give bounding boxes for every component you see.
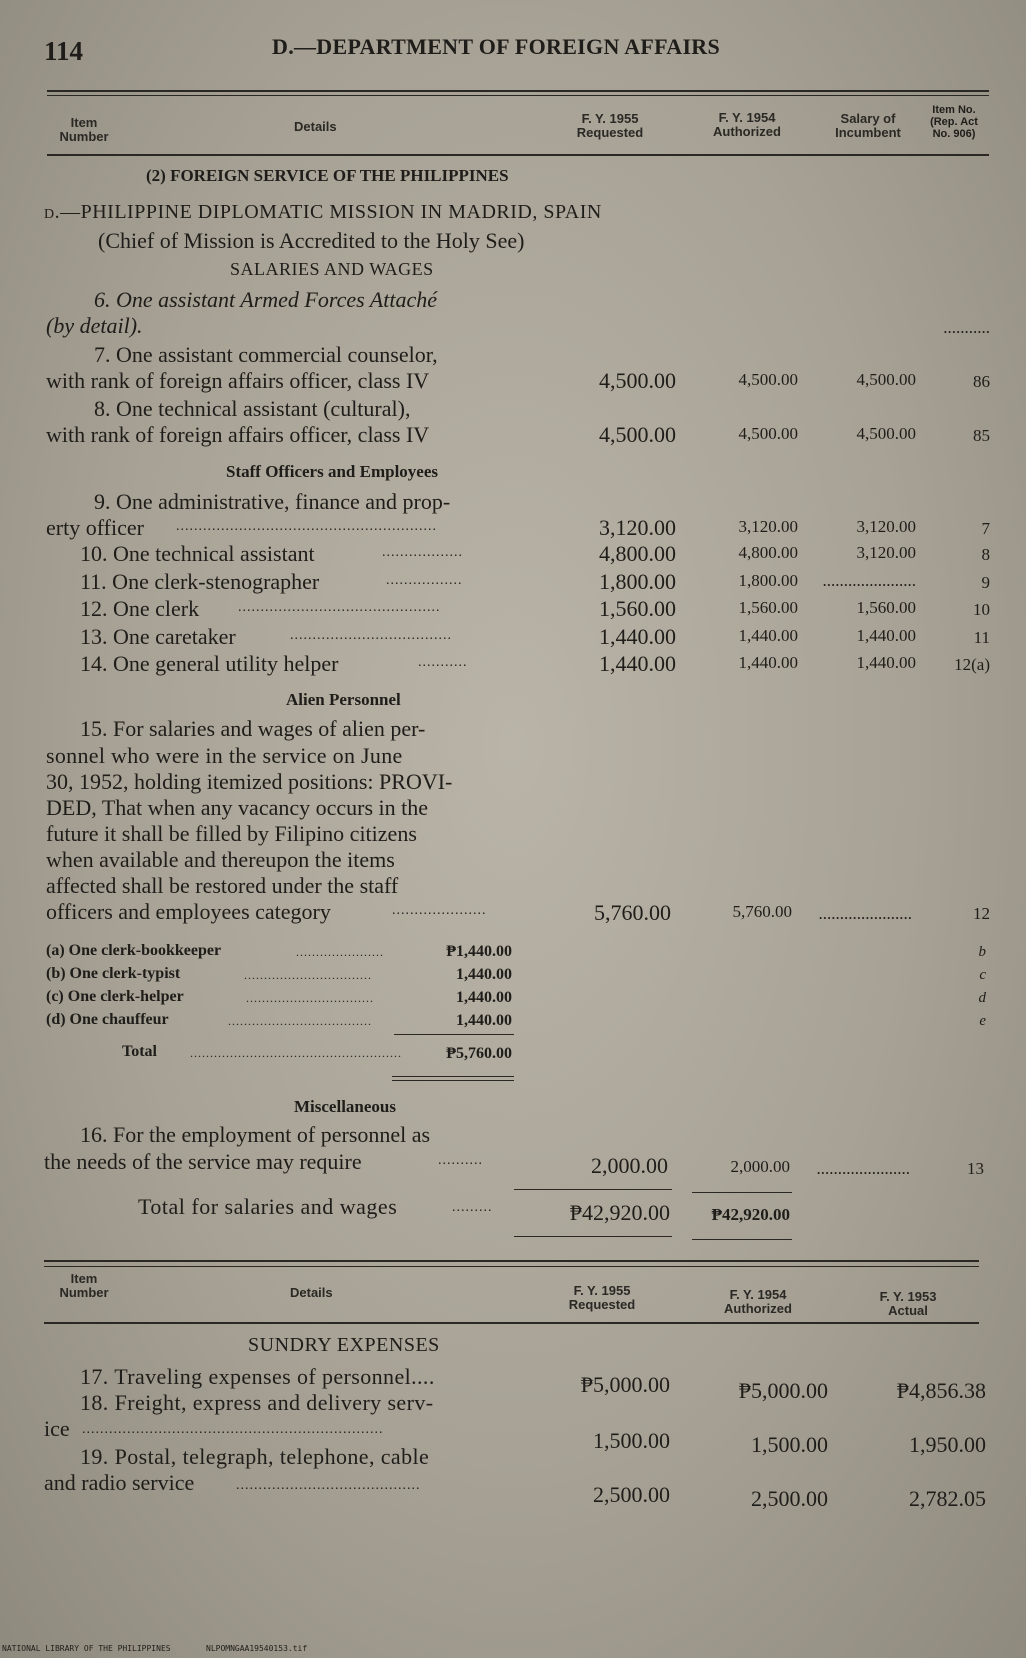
total-rule-top-1 [514, 1189, 672, 1190]
item7-line1: 7. One assistant commercial counselor, [94, 342, 438, 367]
header-item-number: Item Number [59, 115, 109, 144]
item8-salary: 4,500.00 [856, 424, 916, 443]
item15-line3: 30, 1952, holding itemized positions: PROVI- [46, 769, 453, 794]
item8-fy1955: 4,500.00 [599, 422, 676, 447]
item15-salary: ...................... [818, 904, 912, 923]
item17-fy1954: ₱5,000.00 [738, 1378, 828, 1403]
alien-total-rule-2 [392, 1080, 514, 1081]
alien-item-leader: .................................... [228, 1014, 372, 1028]
table2-header-bottom-rule [44, 1322, 979, 1324]
row-salary: 3,120.00 [856, 543, 916, 562]
item15-line5: future it shall be filled by Filipino citizens [46, 821, 417, 846]
row-fy1954: 1,560.00 [738, 598, 798, 617]
row-fy1955: 1,440.00 [599, 624, 676, 649]
row-fy1955: 4,800.00 [599, 541, 676, 566]
table1-top-rule [47, 90, 989, 92]
item16-fy1955: 2,000.00 [591, 1153, 668, 1178]
alien-item-itemno: d [978, 990, 986, 1006]
item15-line8: officers and employees category [46, 899, 331, 924]
row-leader: ................. [386, 573, 463, 588]
item17-fy1955: ₱5,000.00 [580, 1372, 670, 1397]
item15-line7: affected shall be restored under the staff [46, 873, 399, 898]
alien-item-leader: ...................... [296, 945, 384, 959]
row-fy1954: 1,440.00 [738, 626, 798, 645]
item15-line1: 15. For salaries and wages of alien per- [80, 716, 426, 741]
t2-header-item-number: Item Number [59, 1271, 109, 1300]
item16-line2: the needs of the service may require [44, 1149, 362, 1174]
item9-fy1955: 3,120.00 [599, 515, 676, 540]
row-salary: ...................... [822, 571, 916, 590]
header-salary: Salary of Incumbent [835, 111, 901, 140]
item18-line2: ice [44, 1416, 70, 1441]
alien-item-leader: ................................ [244, 968, 372, 982]
staff-heading: Staff Officers and Employees [226, 462, 439, 481]
mission-title: d.—PHILIPPINE DIPLOMATIC MISSION IN MADRID, SPAIN [44, 201, 602, 223]
alien-heading: Alien Personnel [286, 690, 401, 709]
row-leader: .................................... [290, 628, 452, 643]
item8-line1: 8. One technical assistant (cultural), [94, 396, 411, 421]
item19-leader: ......................................... [236, 1478, 421, 1493]
alien-subtotal-rule [394, 1034, 514, 1035]
item16-line1: 16. For the employment of personnel as [80, 1122, 431, 1147]
row-fy1954: 4,800.00 [738, 543, 798, 562]
item17-label: 17. Traveling expenses of personnel.... [80, 1364, 435, 1389]
item19-fy1955: 2,500.00 [593, 1482, 670, 1507]
item15-line4: DED, That when any vacancy occurs in the [46, 795, 429, 820]
item15-line2: sonnel who were in the service on June [46, 743, 403, 768]
total-leader: ......... [452, 1200, 493, 1215]
row-salary: 1,440.00 [856, 626, 916, 645]
table1-header-bottom-rule [47, 154, 989, 156]
item15-fy1955: 5,760.00 [594, 900, 671, 925]
row-salary: 1,560.00 [856, 598, 916, 617]
item7-line2: with rank of foreign affairs officer, class IV [46, 368, 430, 393]
alien-item-label: (d) One chauffeur [46, 1011, 169, 1028]
row-label: 14. One general utility helper [80, 651, 339, 676]
item18-fy1953: 1,950.00 [909, 1432, 986, 1457]
alien-total-rule-1 [392, 1076, 514, 1077]
item8-line2: with rank of foreign affairs officer, class IV [46, 422, 430, 447]
item19-fy1953: 2,782.05 [909, 1486, 986, 1511]
t2-header-fy1955: F. Y. 1955 Requested [568, 1283, 636, 1312]
mission-subtitle: (Chief of Mission is Accredited to the Holy See) [98, 228, 525, 253]
item15-itemno: 12 [973, 904, 990, 923]
item17-fy1953: ₱4,856.38 [896, 1378, 986, 1403]
alien-item-itemno: e [979, 1013, 986, 1029]
table2-top-rule-2 [44, 1266, 979, 1267]
header-fy1954: F. Y. 1954 Authorized [713, 110, 781, 139]
row-salary: 1,440.00 [856, 653, 916, 672]
item15-leader: ..................... [392, 903, 487, 918]
row-fy1955: 1,560.00 [599, 596, 676, 621]
row-label: 12. One clerk [80, 596, 200, 621]
item16-itemno: 13 [967, 1159, 984, 1178]
sundry-heading: SUNDRY EXPENSES [248, 1334, 440, 1356]
item18-leader: ................................................................... [82, 1422, 384, 1437]
header-details: Details [294, 119, 337, 134]
alien-item-leader: ................................ [246, 991, 374, 1005]
item7-itemno: 86 [973, 372, 990, 391]
row-fy1954: 1,800.00 [738, 571, 798, 590]
row-itemno: 11 [973, 628, 990, 647]
alien-total-label: Total [122, 1043, 157, 1060]
item19-fy1954: 2,500.00 [751, 1486, 828, 1511]
alien-item-amount: 1,440.00 [456, 989, 512, 1006]
footer-filename: NLPOMNGAA19540153.tif [206, 1644, 308, 1653]
section-heading: (2) FOREIGN SERVICE OF THE PHILIPPINES [146, 166, 509, 185]
total-fy1955: ₱42,920.00 [569, 1200, 670, 1225]
item9-leader: .......................................................... [176, 519, 437, 534]
running-title: D.—DEPARTMENT OF FOREIGN AFFAIRS [272, 34, 721, 59]
item9-salary: 3,120.00 [856, 517, 916, 536]
row-label: 11. One clerk-stenographer [80, 569, 320, 594]
item7-salary: 4,500.00 [856, 370, 916, 389]
row-label: 13. One caretaker [80, 624, 236, 649]
alien-item-label: (a) One clerk-bookkeeper [46, 942, 222, 959]
item6-line1: 6. One assistant Armed Forces Attaché [94, 287, 437, 312]
item18-fy1955: 1,500.00 [593, 1428, 670, 1453]
misc-heading: Miscellaneous [294, 1097, 396, 1116]
item6-line2: (by detail). [46, 313, 143, 338]
total-fy1954: ₱42,920.00 [711, 1205, 790, 1224]
header-fy1955: F. Y. 1955 Requested [576, 111, 644, 140]
page-number: 114 [44, 36, 84, 66]
table2-top-rule [44, 1260, 979, 1262]
item15-line6: when available and thereupon the items [46, 847, 395, 872]
t2-header-details: Details [290, 1285, 333, 1300]
row-leader: ........... [418, 655, 468, 670]
item16-fy1954: 2,000.00 [730, 1157, 790, 1176]
t2-header-fy1954: F. Y. 1954 Authorized [724, 1287, 792, 1316]
row-leader: .................. [382, 545, 463, 560]
row-fy1955: 1,440.00 [599, 651, 676, 676]
row-fy1955: 1,800.00 [599, 569, 676, 594]
item19-line1: 19. Postal, telegraph, telephone, cable [80, 1444, 430, 1469]
row-label: 10. One technical assistant [80, 541, 315, 566]
row-itemno: 8 [981, 545, 990, 564]
row-leader: ............................................. [238, 600, 441, 615]
total-rule-bottom-2 [692, 1239, 792, 1240]
total-rule-top-2 [692, 1192, 792, 1193]
item18-line1: 18. Freight, express and delivery serv- [80, 1390, 434, 1415]
t2-header-fy1953: F. Y. 1953 Actual [879, 1289, 937, 1318]
footer-library: NATIONAL LIBRARY OF THE PHILIPPINES [2, 1644, 171, 1653]
item8-fy1954: 4,500.00 [738, 424, 798, 443]
item6-itemno: ........... [943, 318, 990, 337]
item16-salary: ...................... [816, 1159, 910, 1178]
alien-item-amount: 1,440.00 [456, 1012, 512, 1029]
alien-item-label: (b) One clerk-typist [46, 965, 181, 982]
item16-leader: .......... [438, 1153, 483, 1168]
alien-item-itemno: b [978, 944, 986, 960]
item8-itemno: 85 [973, 426, 990, 445]
alien-total-leader: ..................................................... [190, 1046, 402, 1060]
item15-fy1954: 5,760.00 [732, 902, 792, 921]
row-itemno: 10 [973, 600, 990, 619]
alien-total-amount: ₱5,760.00 [446, 1045, 512, 1062]
header-item-no: Item No. (Rep. Act No. 906) [930, 104, 978, 140]
alien-item-amount: 1,440.00 [456, 966, 512, 983]
row-fy1954: 1,440.00 [738, 653, 798, 672]
row-itemno: 9 [981, 573, 990, 592]
alien-item-label: (c) One clerk-helper [46, 988, 184, 1005]
total-label: Total for salaries and wages [138, 1194, 398, 1219]
alien-item-amount: ₱1,440.00 [446, 943, 512, 960]
item9-itemno: 7 [981, 519, 990, 538]
item9-line1: 9. One administrative, finance and prop- [94, 489, 451, 514]
table1-top-rule-2 [47, 95, 989, 96]
salaries-heading: SALARIES AND WAGES [230, 259, 434, 279]
item7-fy1954: 4,500.00 [738, 370, 798, 389]
row-itemno: 12(a) [954, 655, 990, 674]
item9-line2: erty officer [46, 515, 144, 540]
alien-item-itemno: c [979, 967, 986, 983]
item7-fy1955: 4,500.00 [599, 368, 676, 393]
item18-fy1954: 1,500.00 [751, 1432, 828, 1457]
total-rule-bottom-1 [514, 1236, 672, 1237]
item19-line2: and radio service [44, 1470, 195, 1495]
item9-fy1954: 3,120.00 [738, 517, 798, 536]
